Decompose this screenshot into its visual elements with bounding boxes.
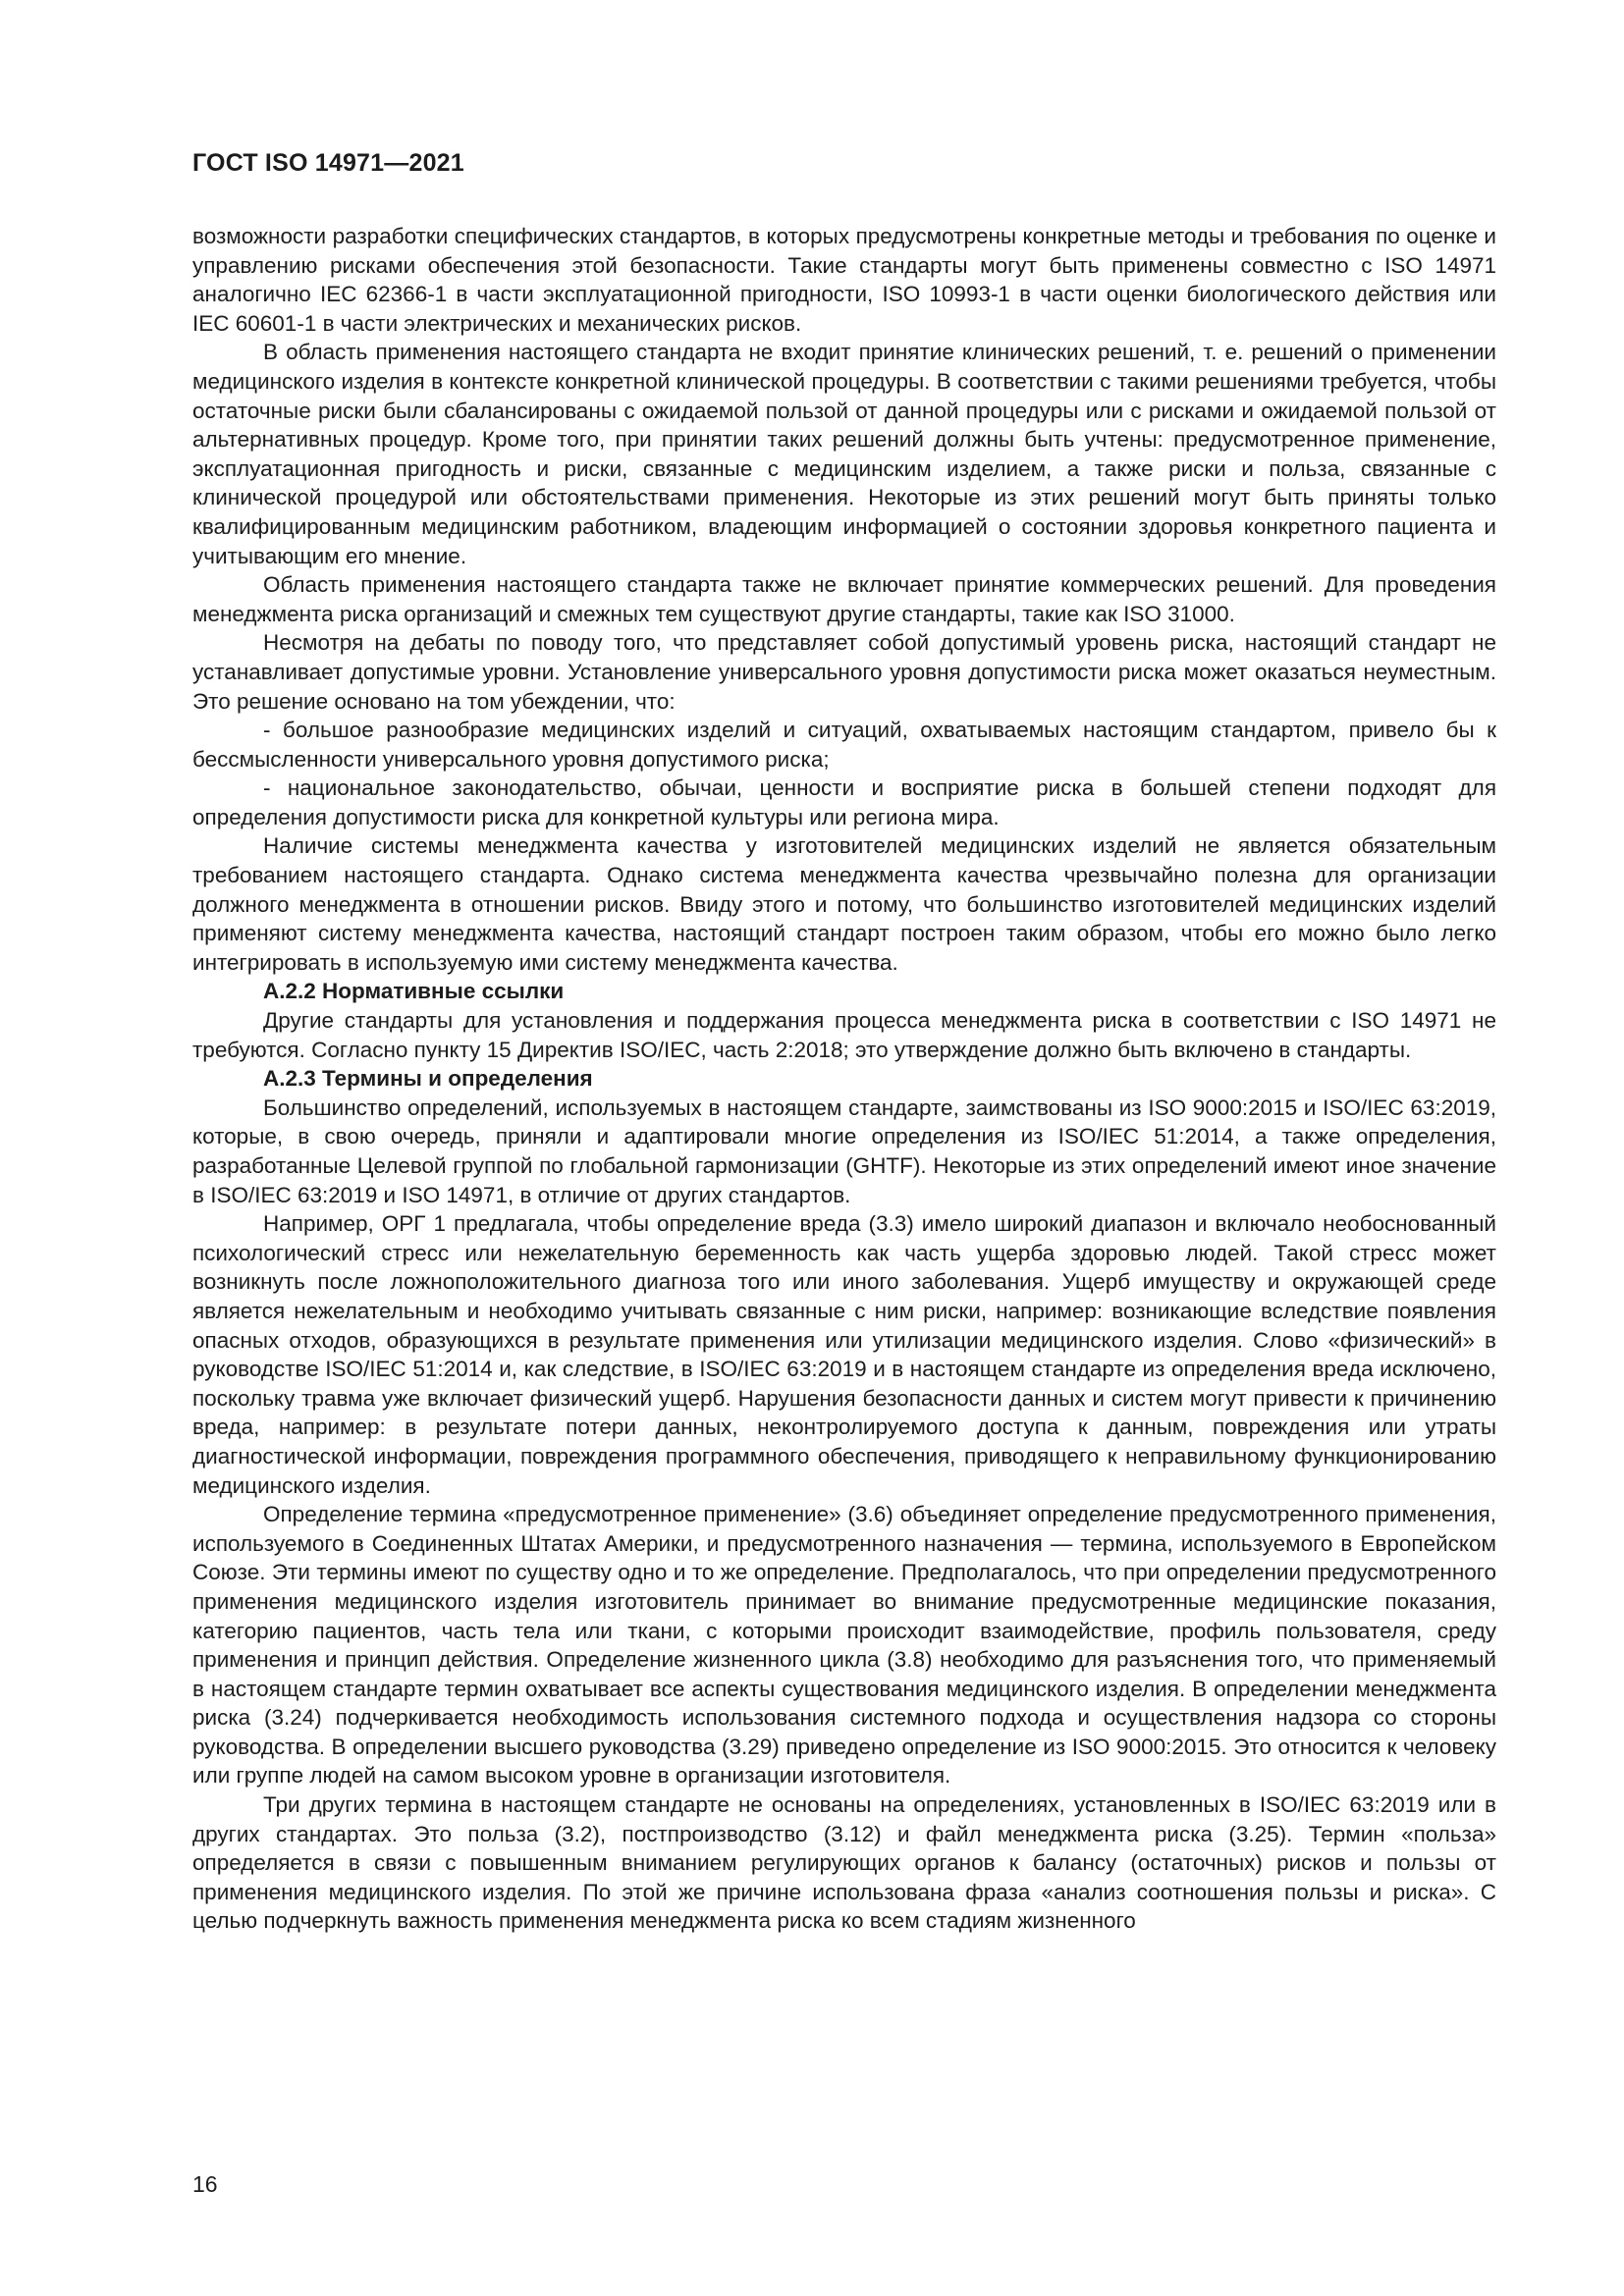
paragraph: В область применения настоящего стандарта не входит принятие клинических решений, т. е. решений о применении медицинского изделия в контексте конкретной клинической процедуры. В соответствии с такими решениями требуется, чтобы остаточные риски были сбалансированы с ожидаемой пользой от данной процедуры или с рисками и ожидаемой пользой от альтернативных процедур. Кроме того, при принятии таких решений должны быть учтены: предусмотренное применение, эксплуатационная пригодность и риски, связанные с медицинским изделием, а также риски и польза, связанные с клинической процедурой или обстоятельствами применения. Некоторые из этих решений могут быть приняты только квалифицированным медицинским работником, владеющим информацией о состоянии здоровья конкретного пациента и учитывающим его мнение. bbox=[192, 340, 1496, 568]
document-header: ГОСТ ISO 14971—2021 bbox=[192, 149, 464, 177]
section-heading: А.2.2 Нормативные ссылки bbox=[263, 979, 565, 1004]
paragraph: Область применения настоящего стандарта также не включает принятие коммерческих решений. Для проведения менеджмента риска организаций и смежных тем существуют другие стандарты, такие как ISO 31000. bbox=[192, 572, 1496, 626]
paragraph: Определение термина «предусмотренное применение» (3.6) объединяет определение предусмотренного применения, используемого в Соединенных Штатах Америки, и предусмотренного назначения — термина, используемого в Европейском Союзе. Эти термины имеют по существу одно и то же определение. Предполагалось, что при определении предусмотренного применения медицинского изделия изготовитель принимает во внимание предусмотренные медицинские показания, категорию пациентов, часть тела или ткани, с которыми происходит взаимодействие, профиль пользователя, среду применения и принцип действия. Определение жизненного цикла (3.8) необходимо для разъяснения того, что применяемый в настоящем стандарте термин охватывает все аспекты существования медицинского изделия. В определении менеджмента риска (3.24) подчеркивается необходимость использования системного подхода и осуществления надзора со стороны руководства. В определении высшего руководства (3.29) приведено определение из ISO 9000:2015. Это относится к человеку или группе людей на самом высоком уровне в организации изготовителя. bbox=[192, 1502, 1496, 1789]
paragraph: Три других термина в настоящем стандарте не основаны на определениях, установленных в ISO/IEC 63:2019 или в других стандартах. Это польза (3.2), постпроизводство (3.12) и файл менеджмента риска (3.25). Термин «польза» определяется в связи с повышенным вниманием регулирующих органов к балансу (остаточных) рисков и пользы от применения медицинского изделия. По этой же причине использована фраза «анализ соотношения пользы и риска». С целью подчеркнуть важность применения менеджмента риска ко всем стадиям жизненного bbox=[192, 1792, 1496, 1934]
paragraph: Другие стандарты для установления и поддержания процесса менеджмента риска в соответствии с ISO 14971 не требуются. Согласно пункту 15 Директив ISO/IEC, часть 2:2018; это утверждение должно быть включено в стандарты. bbox=[192, 1008, 1496, 1062]
paragraph: Большинство определений, используемых в настоящем стандарте, заимствованы из ISO 9000:2015 и ISO/IEC 63:2019, которые, в свою очередь, приняли и адаптировали многие определения из ISO/IEC 51:2014, а также определения, разработанные Целевой группой по глобальной гармонизации (GHTF). Некоторые из этих определений имеют иное значение в ISO/IEC 63:2019 и ISO 14971, в отличие от других стандартов. bbox=[192, 1095, 1496, 1207]
body-text bbox=[192, 222, 1496, 1936]
paragraph: Несмотря на дебаты по поводу того, что представляет собой допустимый уровень риска, настоящий стандарт не устанавливает допустимые уровни. Установление универсального уровня допустимости риска может оказаться неуместным. Это решение основано на том убеждении, что: bbox=[192, 630, 1496, 714]
paragraph: Например, ОРГ 1 предлагала, чтобы определение вреда (3.3) имело широкий диапазон и включало необоснованный психологический стресс или нежелательную беременность как часть ущерба здоровью людей. Такой стресс может возникнуть после ложноположительного диагноза того или иного заболевания. Ущерб имуществу и окружающей среде является нежелательным и необходимо учитывать связанные с ним риски, например: возникающие вследствие появления опасных отходов, образующихся в результате применения или утилизации медицинского изделия. Слово «физический» в руководстве ISO/IEC 51:2014 и, как следствие, в ISO/IEC 63:2019 и в настоящем стандарте из определения вреда исключено, поскольку травма уже включает физический ущерб. Нарушения безопасности данных и систем могут привести к причинению вреда, например: в результате потери данных, неконтролируемого доступа к данным, повреждения или утраты диагностической информации, повреждения программного обеспечения, приводящего к неправильному функционированию медицинского изделия. bbox=[192, 1211, 1496, 1498]
section-heading: А.2.3 Термины и определения bbox=[263, 1066, 593, 1092]
list-item: - национальное законодательство, обычаи, ценности и восприятие риска в большей степени подходят для определения допустимости риска для конкретной культуры или региона мира. bbox=[192, 775, 1496, 829]
paragraph: возможности разработки специфических стандартов, в которых предусмотрены конкретные методы и требования по оценке и управлению рисками обеспечения этой безопасности. Такие стандарты могут быть применены совместно с ISO 14971 аналогично IEC 62366-1 в части эксплуатационной пригодности, ISO 10993-1 в части оценки биологического действия или IEC 60601-1 в части электрических и механических рисков. bbox=[192, 224, 1496, 336]
list-item: - большое разнообразие медицинских изделий и ситуаций, охватываемых настоящим стандартом, привело бы к бессмысленности универсального уровня допустимого риска; bbox=[192, 718, 1496, 772]
paragraph: Наличие системы менеджмента качества у изготовителей медицинских изделий не является обязательным требованием настоящего стандарта. Однако система менеджмента качества чрезвычайно полезна для организации должного менеджмента в отношении рисков. Ввиду этого и потому, что большинство изготовителей медицинских изделий применяют систему менеджмента качества, настоящий стандарт построен таким образом, чтобы его можно было легко интегрировать в используемую ими систему менеджмента качества. bbox=[192, 833, 1496, 975]
page-number: 16 bbox=[192, 2171, 218, 2197]
